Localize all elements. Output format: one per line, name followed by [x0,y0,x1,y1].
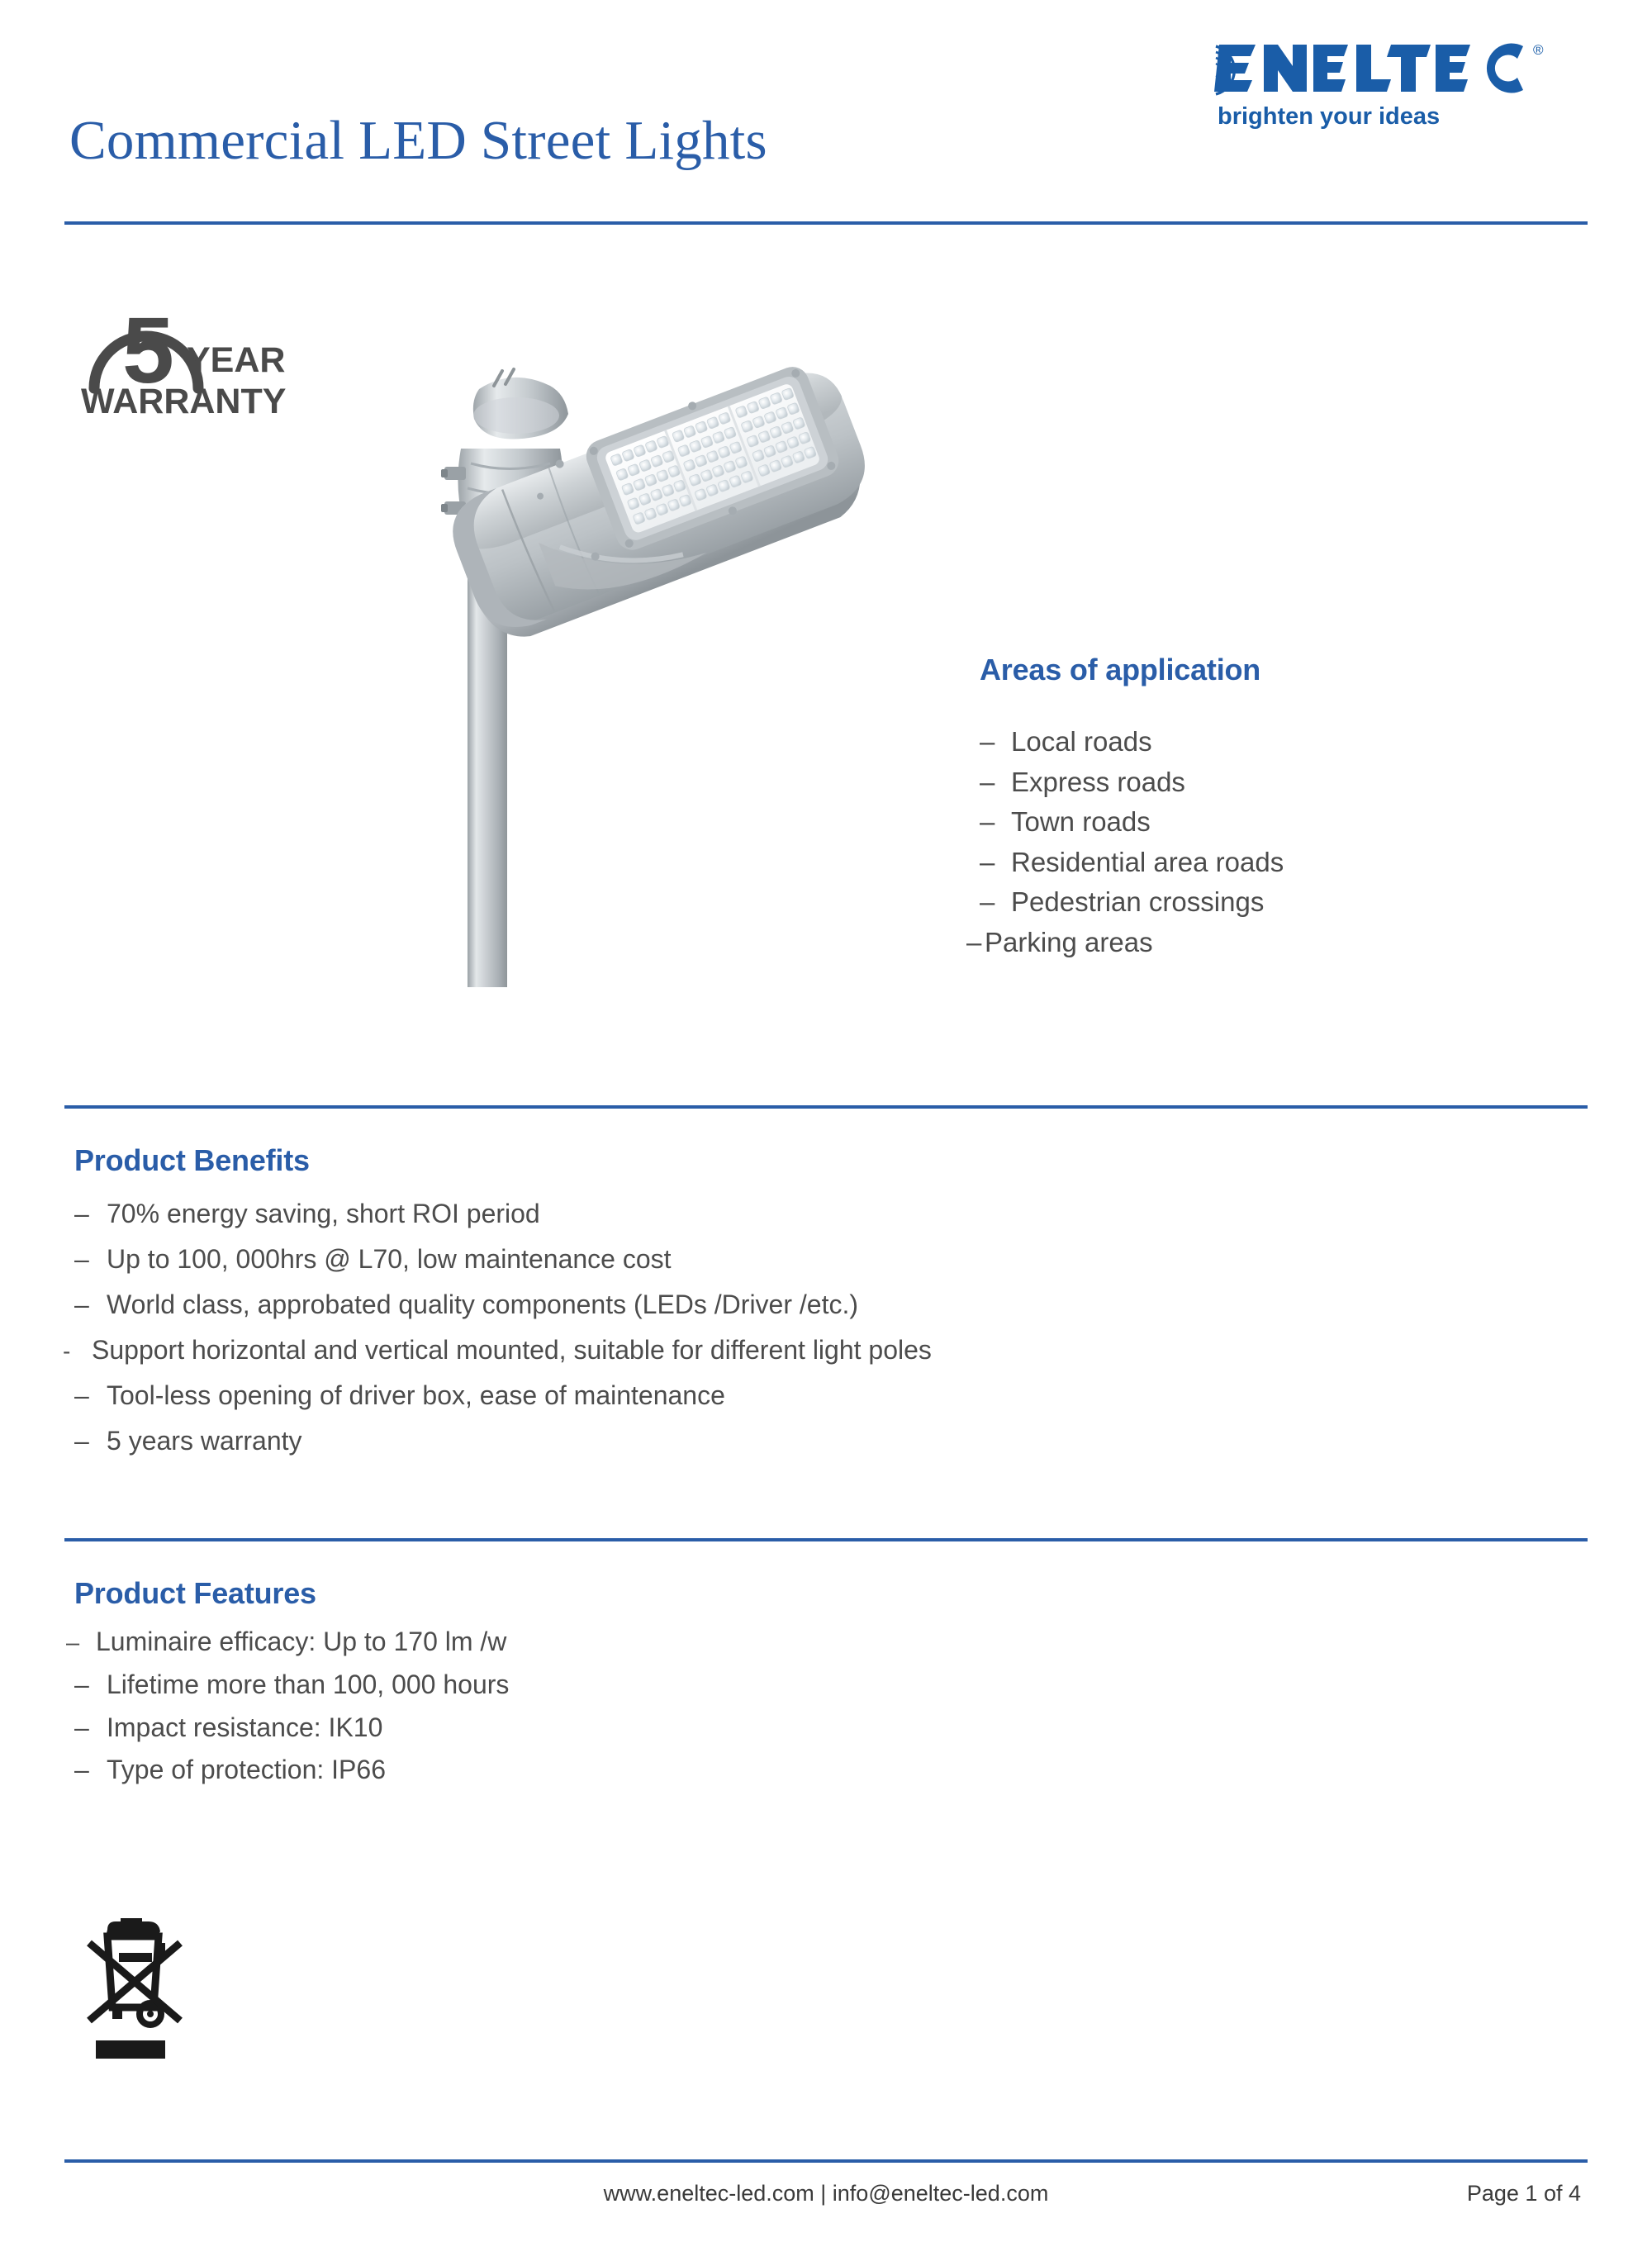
list-item-label: 70% energy saving, short ROI period [107,1199,540,1228]
list-item-label: World class, approbated quality components (LEDs /Driver /etc.) [107,1290,859,1320]
list-item-label: Pedestrian crossings [1011,886,1265,917]
list-item-label: Express roads [1011,766,1185,797]
list-item-label: Type of protection: IP66 [107,1755,386,1785]
footer-divider [64,2159,1588,2163]
bullet-dash: – [980,806,995,837]
features-list [66,1621,1561,1792]
footer-page-number: Page 1 of 4 [1466,2181,1581,2206]
list-item-label: Town roads [1011,806,1151,837]
list-item [66,1621,1561,1664]
list-item [74,1191,1561,1237]
bullet-dash: – [980,766,995,797]
logo-svg [1199,35,1588,134]
bullet-dash: – [74,1755,89,1785]
footer-contact: www.eneltec-led.com | info@eneltec-led.com [603,2181,1049,2206]
list-item [980,762,1558,803]
bullet-dash: – [980,846,995,877]
benefits-heading: Product Benefits [74,1143,310,1177]
list-item-label: Lifetime more than 100, 000 hours [107,1669,510,1699]
list-item [74,1707,1561,1750]
logo-tagline: brighten your ideas [1218,103,1441,130]
areas-of-application-section [966,653,1558,962]
bullet-dash: – [980,886,995,917]
benefits-list [63,1191,1561,1464]
list-item-label: Residential area roads [1011,846,1284,877]
list-item-label: Up to 100, 000hrs @ L70, low maintenance cost [107,1244,672,1275]
areas-list [966,722,1558,962]
bullet-dash: – [966,926,982,957]
list-item-label: Tool-less opening of driver box, ease of maintenance [107,1380,725,1411]
bullet-dash: – [980,726,995,757]
bullet-dash: – [74,1712,89,1742]
benefits-divider [64,1105,1588,1109]
bullet-dash: – [74,1426,89,1456]
list-item [74,1237,1561,1282]
warranty-badge-svg [66,264,330,430]
page-title: Commercial LED Street Lights [69,110,767,171]
weee-svg [73,1900,197,2082]
list-item [980,802,1558,843]
bullet-dash: – [74,1290,89,1320]
wheelie-bin-icon [106,1918,165,2025]
registered-trademark-icon: ® [1533,42,1544,58]
logo-wordmark [1214,44,1523,93]
list-item-label: 5 years warranty [107,1426,302,1456]
list-item-label: Support horizontal and vertical mounted, suitable for different light poles [92,1335,932,1366]
list-item [74,1664,1561,1707]
list-item [74,1749,1561,1792]
list-item [980,882,1558,923]
warranty-badge [66,264,330,430]
warranty-warranty-label: WARRANTY [81,382,287,421]
bullet-dash: – [74,1199,89,1228]
weee-bar [96,2040,165,2059]
list-item [966,923,1558,963]
product-photo [355,310,966,987]
list-item [980,722,1558,762]
areas-heading: Areas of application [980,653,1261,686]
bullet-dash: – [74,1669,89,1699]
list-item [980,843,1558,883]
street-light-illustration [355,310,966,987]
bullet-dash: - [63,1338,71,1365]
eneltec-logo [1199,35,1588,134]
list-item-label: Impact resistance: IK10 [107,1712,383,1742]
list-item [74,1282,1561,1328]
list-item [63,1328,1561,1373]
bullet-dash: – [74,1244,89,1275]
weee-symbol [73,1900,197,2082]
list-item-label: Luminaire efficacy: Up to 170 lm /w [96,1627,507,1656]
list-item-label: Local roads [1011,726,1152,757]
bullet-dash: – [66,1630,80,1656]
bullet-dash: – [74,1380,89,1411]
features-divider [64,1538,1588,1541]
warranty-number: 5 [122,298,174,402]
warranty-year-label: YEAR [187,340,286,380]
list-item [74,1373,1561,1418]
list-item-label: Parking areas [985,926,1153,957]
features-heading: Product Features [74,1576,316,1610]
list-item [74,1418,1561,1464]
header-divider [64,221,1588,225]
